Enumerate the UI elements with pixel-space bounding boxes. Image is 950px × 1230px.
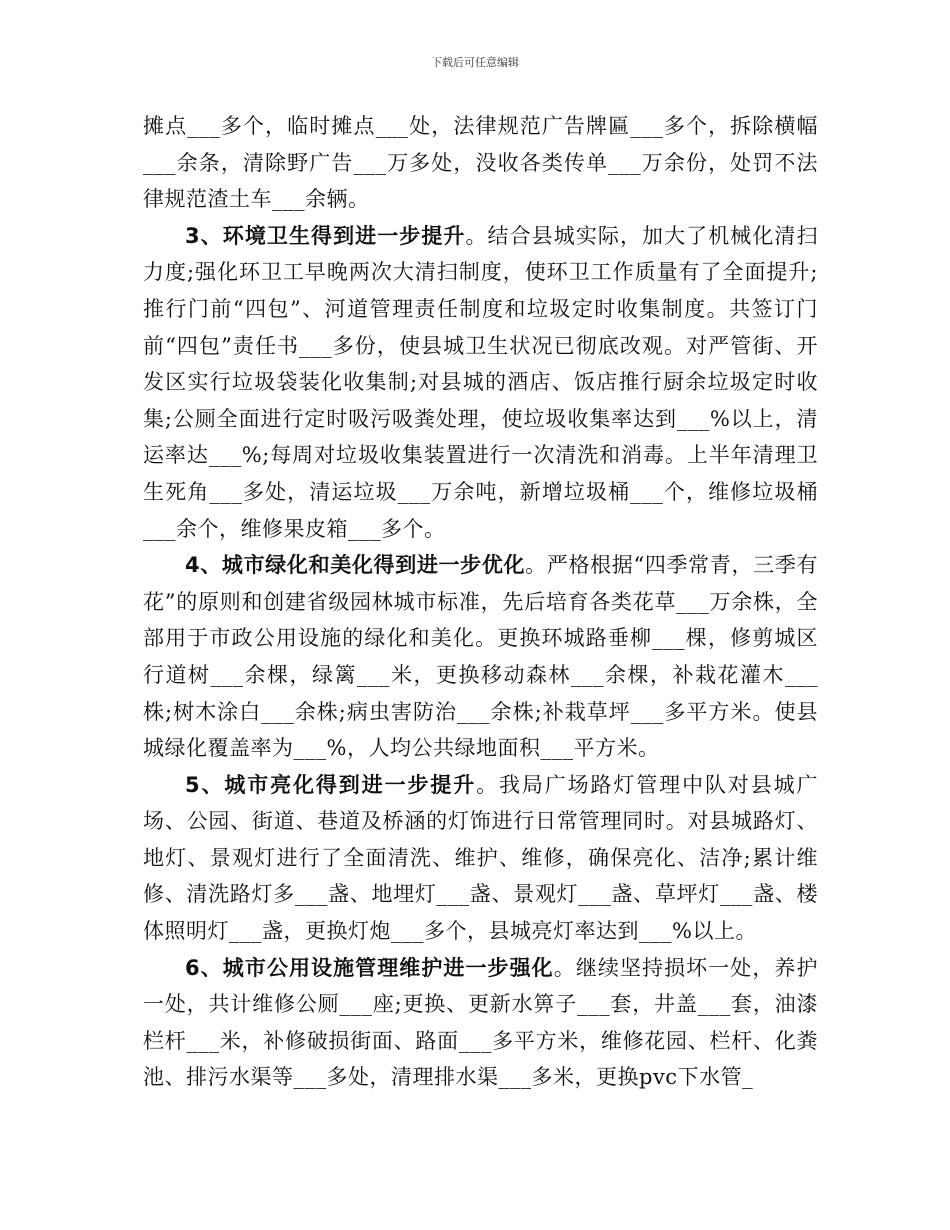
paragraph-text: 。继续坚持损坏一处，养护一处，共计维修公厕___座;更换、更新水箅子___套，井盖___套，油漆栏杆___米，补修破损街面、路面___多平方米，维修花园、栏杆、化粪池、排污水渠等___多处，清理排水渠___多米，更换pvc下水管_ <box>143 955 818 1090</box>
paragraph-greening <box>143 547 818 767</box>
paragraph-text: 。严格根据“四季常青，三季有花”的原则和创建省级园林城市标准，先后培育各类花草___万余株，全部用于市政公用设施的绿化和美化。更换环城路垂柳___棵，修剪城区行道树___余棵，绿篱___米，更换移动森林___余棵，补栽花灌木___株;树木涂白___余株;病虫害防治___余株;补栽草坪___多平方米。使县城绿化覆盖率为___%，人均公共绿地面积___平方米。 <box>143 553 818 761</box>
paragraph-environment-sanitation <box>143 218 818 547</box>
document-body <box>143 108 818 1096</box>
paragraph-heading: 4、城市绿化和美化得到进一步优化 <box>185 553 526 578</box>
paragraph-continuation <box>143 108 818 218</box>
paragraph-text: 。我局广场路灯管理中队对县城广场、公园、街道、巷道及桥涵的灯饰进行日常管理同时。对县城路灯、地灯、景观灯进行了全面清洗、维护、维修，确保亮化、洁净;累计维修、清洗路灯多___盏、地埋灯___盏、景观灯___盏、草坪灯___盏、楼体照明灯___盏，更换灯炮___多个，县城亮灯率达到___%以上。 <box>143 772 818 944</box>
paragraph-lighting <box>143 767 818 950</box>
paragraph-public-facilities <box>143 950 818 1096</box>
paragraph-text: 摊点___多个，临时摊点___处，法律规范广告牌匾___多个，拆除横幅___余条，清除野广告___万多处，没收各类传单___万余份，处罚不法律规范渣土车___余辆。 <box>143 114 818 212</box>
page-header-note: 下载后可任意编辑 <box>431 56 519 69</box>
paragraph-heading: 6、城市公用设施管理维护进一步强化 <box>185 955 554 980</box>
paragraph-text: 。结合县城实际，加大了机械化清扫力度;强化环卫工早晚两次大清扫制度，使环卫工作质量有了全面提升;推行门前“四包”、河道管理责任制度和垃圾定时收集制度。共签订门前“四包”责任书___多份，使县城卫生状况已彻底改观。对严管街、开发区实行垃圾袋装化收集制;对县城的酒店、饭店推行厨余垃圾定时收集;公厕全面进行定时吸污吸粪处理，使垃圾收集率达到___%以上，清运率达___%;每周对垃圾收集装置进行一次清洗和消毒。上半年清理卫生死角___多处，清运垃圾___万余吨，新增垃圾桶___个，维修垃圾桶___余个，维修果皮箱___多个。 <box>143 223 818 541</box>
paragraph-heading: 3、环境卫生得到进一步提升 <box>185 223 466 248</box>
paragraph-heading: 5、城市亮化得到进一步提升 <box>185 772 477 797</box>
